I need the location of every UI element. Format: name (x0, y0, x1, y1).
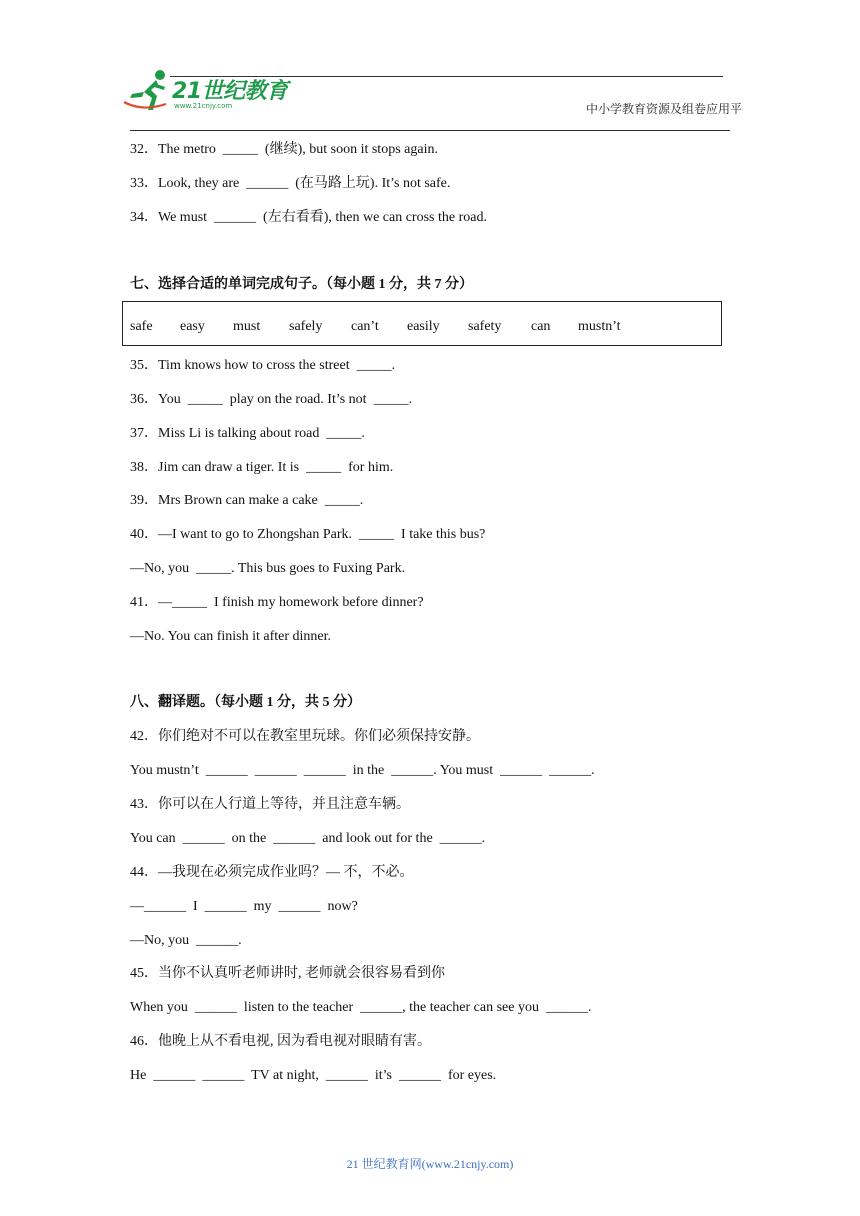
header-platform-text: 中小学教育资源及组卷应用平 (585, 102, 742, 116)
question-41: 41．—_____ I finish my homework before dinner? (130, 595, 424, 610)
logo-text: 21世纪教育 (172, 79, 288, 104)
question-44-reply: —No, you ______. (130, 933, 242, 948)
question-44-answer: —______ I ______ my ______ now? (130, 899, 358, 914)
runner-logo-icon (122, 68, 172, 114)
header-rule-bottom (130, 130, 730, 131)
word-bank (122, 301, 722, 346)
header-rule-top (170, 76, 723, 77)
word-bank-item: easily (407, 319, 440, 334)
question-32: 32．The metro _____ (继续), but soon it stops again. (130, 142, 438, 157)
section-7-heading: 七、选择合适的单词完成句子。（每小题 1 分，共 7 分） (130, 277, 473, 292)
question-43-answer: You can ______ on the ______ and look out for the ______. (130, 831, 486, 846)
question-42: 42．你们绝对不可以在教室里玩球。你们必须保持安静。 (130, 729, 480, 744)
question-42-answer: You mustn’t ______ ______ ______ in the ______. You must ______ ______. (130, 763, 595, 778)
question-38: 38．Jim can draw a tiger. It is _____ for him. (130, 460, 394, 475)
logo-subtext: www.21cnjy.com (174, 102, 233, 110)
word-bank-item: safety (468, 319, 502, 334)
word-bank-item: easy (180, 319, 205, 334)
question-40: 40．—I want to go to Zhongshan Park. _____ I take this bus? (130, 527, 486, 542)
word-bank-item: safe (130, 319, 153, 334)
question-44: 44．—我现在必须完成作业吗？— 不，不必。 (130, 865, 414, 880)
question-46: 46．他晚上从不看电视, 因为看电视对眼睛有害。 (130, 1034, 431, 1049)
question-45: 45．当你不认真听老师讲时, 老师就会很容易看到你 (130, 966, 445, 981)
question-33: 33．Look, they are ______ (在马路上玩). It’s not safe. (130, 176, 451, 191)
word-bank-item: must (233, 319, 261, 334)
question-36: 36．You _____ play on the road. It’s not _____. (130, 392, 413, 407)
question-35: 35．Tim knows how to cross the street _____. (130, 358, 396, 373)
section-8-heading: 八、翻译题。（每小题 1 分，共 5 分） (130, 695, 361, 710)
word-bank-item: can (531, 319, 551, 334)
word-bank-item: mustn’t (578, 319, 621, 334)
question-45-answer: When you ______ listen to the teacher ______, the teacher can see you ______. (130, 1000, 592, 1015)
question-46-answer: He ______ ______ TV at night, ______ it’s ______ for eyes. (130, 1068, 497, 1083)
word-bank-item: safely (289, 319, 323, 334)
question-43: 43．你可以在人行道上等待，并且注意车辆。 (130, 797, 410, 812)
word-bank-item: can’t (351, 319, 379, 334)
question-39: 39．Mrs Brown can make a cake _____. (130, 493, 364, 508)
question-40-reply: —No, you _____. This bus goes to Fuxing Park. (130, 561, 406, 576)
question-41-reply: —No. You can finish it after dinner. (130, 629, 332, 644)
question-37: 37．Miss Li is talking about road _____. (130, 426, 365, 441)
question-34: 34．We must ______ (左右看看), then we can cross the road. (130, 210, 487, 225)
footer-link[interactable]: 21 世纪教育网(www.21cnjy.com) (346, 1157, 514, 1171)
